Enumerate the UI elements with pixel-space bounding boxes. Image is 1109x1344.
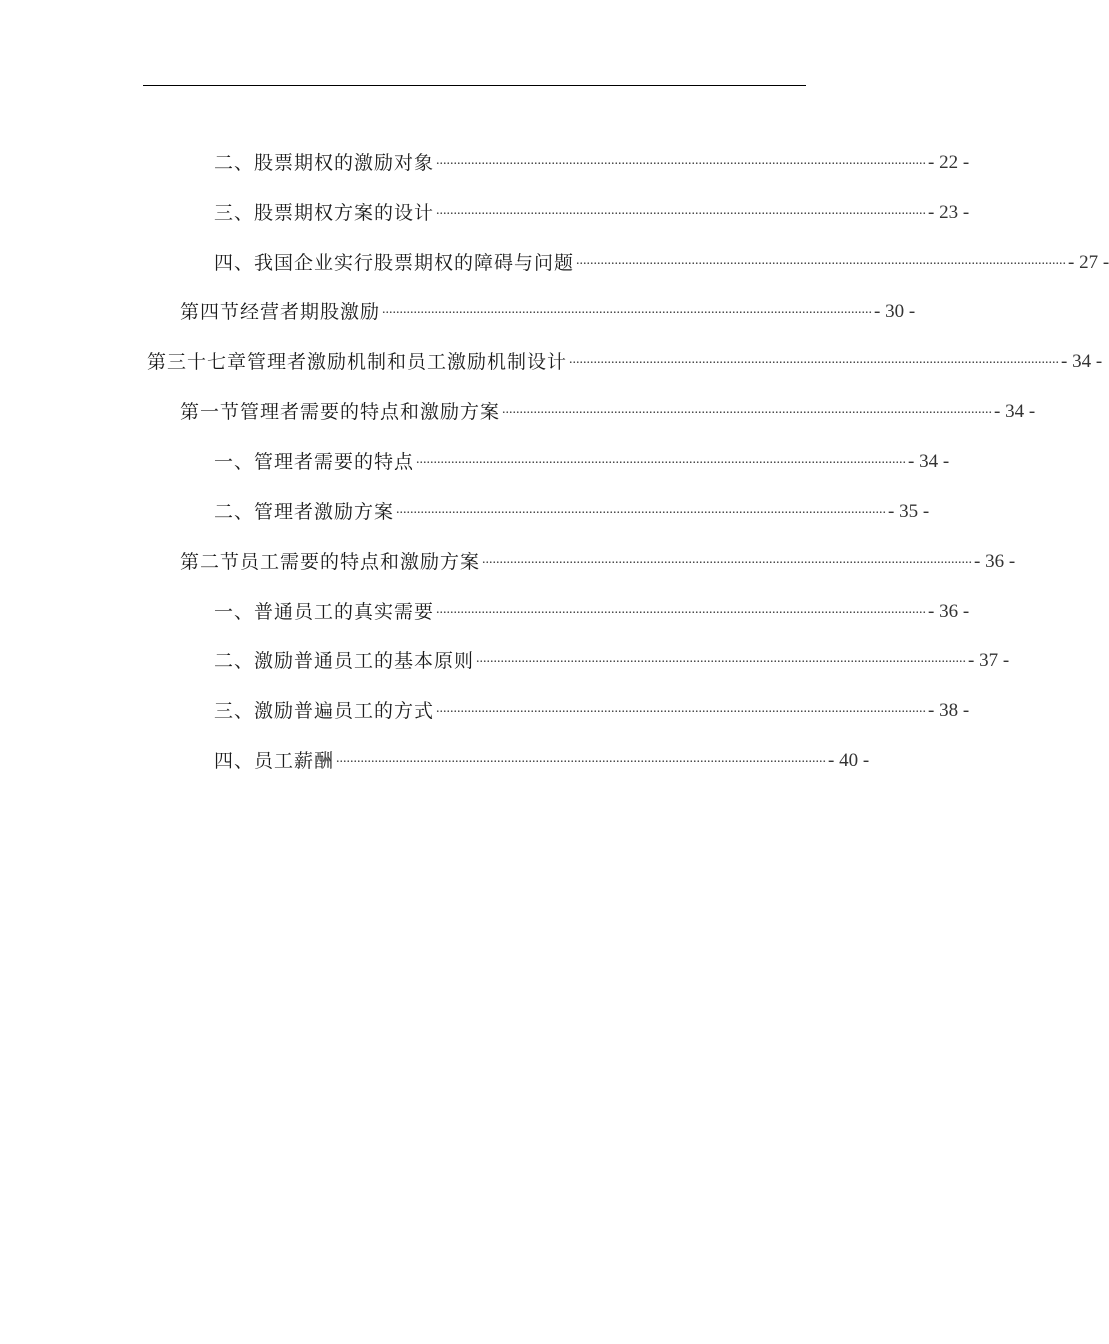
toc-entry-prefix: 第四节 [180, 301, 241, 323]
toc-leader-dots: ............................................................................................................................................ [436, 203, 927, 218]
toc-entry[interactable] [214, 723, 870, 773]
toc-entry-label: 四、我国企业实行股票期权的障碍与问题 [214, 252, 575, 274]
toc-entry-page: - 34 - [994, 401, 1036, 422]
toc-entry[interactable] [214, 424, 950, 474]
toc-entry-page: - 27 - [1068, 252, 1109, 273]
toc-entry-label: 二、激励普通员工的基本原则 [214, 650, 475, 672]
toc-entry-label: 一、管理者需要的特点 [214, 451, 415, 473]
toc-entry[interactable] [214, 574, 970, 624]
toc-entry[interactable] [147, 324, 1103, 374]
toc-entry-label: 二、管理者激励方案 [214, 501, 395, 523]
toc-entry-label: 经营者期股激励 [240, 301, 381, 323]
toc-entry-prefix: 第一节 [180, 401, 241, 423]
header-rule [143, 85, 806, 86]
toc-entry[interactable] [214, 175, 970, 225]
toc-entry-page: - 34 - [908, 451, 950, 472]
toc-entry[interactable] [214, 474, 930, 524]
toc-entry[interactable] [214, 225, 1109, 275]
toc-entry[interactable] [180, 274, 916, 324]
toc-entry-label: 一、普通员工的真实需要 [214, 601, 435, 623]
toc-entry-label: 三、股票期权方案的设计 [214, 202, 435, 224]
toc-entry-page: - 22 - [928, 152, 970, 173]
toc-entry-label: 四、员工薪酬 [214, 750, 335, 772]
toc-leader-dots: ............................................................................................................................................ [336, 751, 827, 766]
toc-leader-dots: ............................................................................................................................................ [396, 502, 887, 517]
toc-leader-dots: ............................................................................................................................................ [576, 253, 1067, 268]
toc-entry-page: - 37 - [968, 650, 1010, 671]
toc-leader-dots: ............................................................................................................................................ [416, 452, 907, 467]
toc-entry-label: 三、激励普遍员工的方式 [214, 700, 435, 722]
toc-entry[interactable] [214, 125, 970, 175]
toc-leader-dots: ............................................................................................................................................ [382, 302, 873, 317]
toc-entry-prefix: 第二节 [180, 551, 241, 573]
toc-entry-prefix: 第三十七章 [147, 351, 248, 373]
toc-entry-label: 员工需要的特点和激励方案 [240, 551, 481, 573]
toc-leader-dots: ............................................................................................................................................ [476, 651, 967, 666]
toc-entry-page: - 34 - [1061, 351, 1103, 372]
toc-entry-label: 二、股票期权的激励对象 [214, 152, 435, 174]
toc-leader-dots: ............................................................................................................................................ [436, 602, 927, 617]
toc-entry[interactable] [180, 374, 1036, 424]
toc-leader-dots: ............................................................................................................................................ [482, 552, 973, 567]
toc-entry-page: - 23 - [928, 202, 970, 223]
toc-entry-page: - 38 - [928, 700, 970, 721]
toc-entry-page: - 35 - [888, 501, 930, 522]
toc-leader-dots: ............................................................................................................................................ [569, 352, 1060, 367]
toc-leader-dots: ............................................................................................................................................ [502, 402, 993, 417]
toc-entry[interactable] [214, 623, 1010, 673]
toc-entry-page: - 36 - [928, 601, 970, 622]
toc-leader-dots: ............................................................................................................................................ [436, 153, 927, 168]
toc-entry-page: - 30 - [874, 301, 916, 322]
toc-entry[interactable] [214, 673, 970, 723]
toc-entry[interactable] [180, 524, 1016, 574]
toc-entry-label: 管理者激励机制和员工激励机制设计 [247, 351, 568, 373]
toc-entry-label: 管理者需要的特点和激励方案 [240, 401, 501, 423]
toc-entry-page: - 40 - [828, 750, 870, 771]
toc-leader-dots: ............................................................................................................................................ [436, 701, 927, 716]
toc-entry-page: - 36 - [974, 551, 1016, 572]
